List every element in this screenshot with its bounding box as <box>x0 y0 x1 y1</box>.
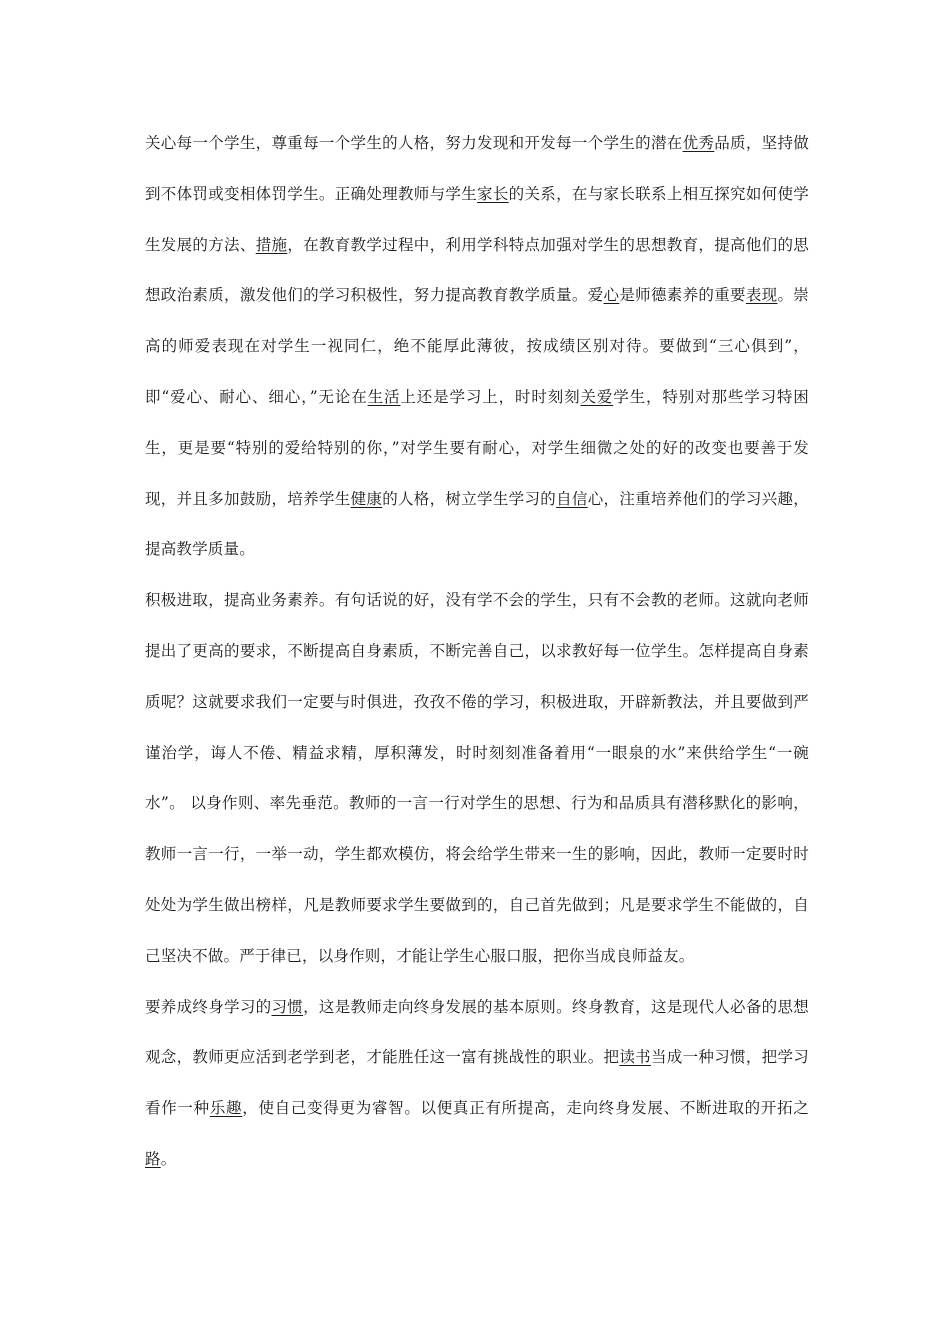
text-run: 关心每一个学生，尊重每一个学生的人格，努力发现和开发每一个学生的潜在 <box>145 134 683 152</box>
paragraph-lifelong-learning <box>145 982 809 1185</box>
underlined-term: 自信 <box>556 489 588 508</box>
document-page <box>145 118 809 1185</box>
underlined-term: 健康 <box>350 489 383 508</box>
text-run: 的关系，在与家长联系上相互探究如何使学生发展的方法、 <box>145 184 809 254</box>
text-run: 要养成终身学习的 <box>145 997 272 1016</box>
text-run: ，这是教师走向终身发展的基本原则。终身教育，这是现代人必备的思想观念，教师更应活到老学到老，才能胜任这一富有挑战性的职业。把 <box>145 997 809 1067</box>
underlined-term: 措施 <box>255 235 288 254</box>
underlined-term: 关爱 <box>580 387 614 406</box>
underlined-term: 习惯 <box>271 997 304 1016</box>
text-run: 当成一种习惯，把学习看作一种 <box>145 1048 809 1118</box>
underlined-term: 乐趣 <box>209 1099 243 1118</box>
underlined-term: 优秀 <box>682 134 715 152</box>
paragraph-care-for-students <box>145 118 809 575</box>
underlined-term: 心 <box>603 286 620 305</box>
underlined-term: 表现 <box>745 286 778 305</box>
text-run: 。崇高的师爱表现在对学生一视同仁，绝不能厚此薄彼，按成绩区别对待。要做到“三心俱到”，即“爱心、耐心、细心，”无论在 <box>145 286 809 406</box>
text-run: 积极进取，提高业务素养。有句话说的好，没有学不会的学生，只有不会教的老师。这就向老师提出了更高的要求，不断提高自身素质，不断完善自己，以求教好每一位学生。怎样提高自身素质呢？这就要求我们一定要与时俱进，孜孜不倦的学习，积极进取，开辟新教法，并且要做到严谨治学，诲人不倦、精益求精，厚积薄发，时时刻刻准备着用“一眼泉的水”来供给学生“一碗水”。 以身作则、率先垂范。教师的一言一行对学生的思想、行为和品质具有潜移默化的影响，教师一言一行，一举一动，学生都欢模仿，将会给学生带来一生的影响，因此，教师一定要时时处处为学生做出榜样，凡是教师要求学生要做到的，自己首先做到；凡是要求学生不能做的，自己坚决不做。严于律已，以身作则，才能让学生心服口服，把你当成良师益友。 <box>145 591 809 965</box>
text-run: 是师德素养的重要 <box>619 286 746 305</box>
text-run: 心，注重培养他们的学习兴趣，提高教学质量。 <box>145 489 809 559</box>
text-run: 品质，坚持做到不体罚或变相体罚学生。正确处理教师与学生 <box>145 134 809 203</box>
underlined-term: 路 <box>145 1149 161 1168</box>
text-run: 上还是学习上，时时刻刻 <box>400 387 581 406</box>
text-run: 的人格，树立学生学习的 <box>382 489 557 508</box>
underlined-term: 家长 <box>477 184 509 203</box>
text-run: 学生，特别对那些学习特困生，更是要“特别的爱给特别的你，”对学生要有耐心，对学生细微之处的好的改变也要善于发现，并且多加鼓励，培养学生 <box>145 387 810 508</box>
underlined-term: 读书 <box>619 1048 651 1067</box>
paragraph-professional-growth <box>145 575 809 981</box>
underlined-term: 生活 <box>367 387 401 406</box>
text-run: ，使自己变得更为睿智。以便真正有所提高，走向终身发展、不断进取的开拓之 <box>242 1099 809 1118</box>
text-run: ，在教育教学过程中，利用学科特点加强对学生的思想教育，提高他们的思想政治素质，激发他们的学习积极性，努力提高教育教学质量。爱 <box>145 235 809 305</box>
text-run: 。 <box>160 1149 177 1168</box>
